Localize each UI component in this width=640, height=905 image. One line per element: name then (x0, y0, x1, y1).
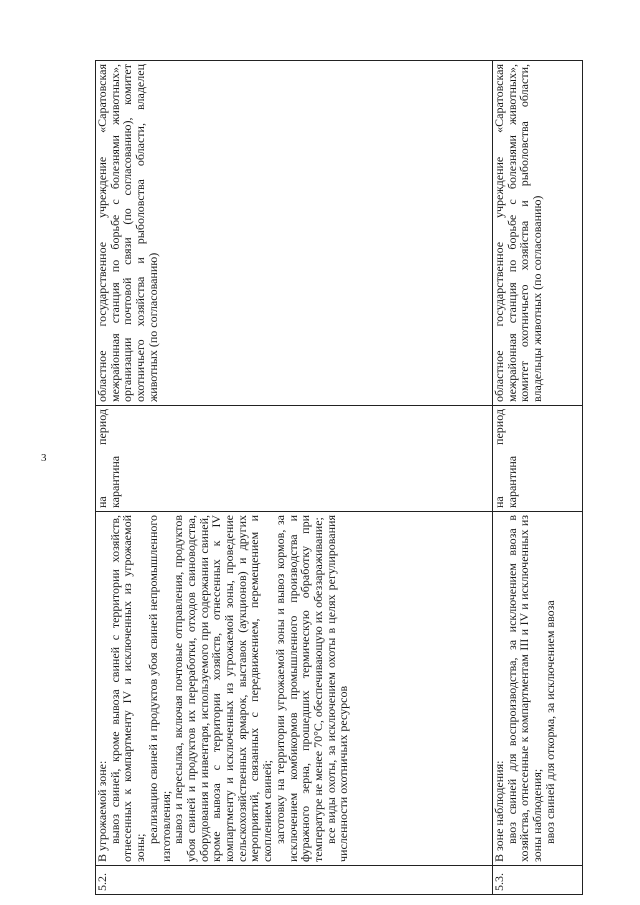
measure-item: ввоз свиней для откорма, за исключением ввоза (542, 600, 557, 844)
measure-item: ввоз свиней для воспроизводства, за исключением ввоза в хозяйства, отнесенные к компартментам III и IV и исключенных из зоны наблюдения; (504, 515, 545, 862)
responsible-cell: областное государственное учреждение «Саратовская межрайонная станция по борьбе с болезнями животных», организации почтовой связи (по согласованию), комитет охотничьего хозяйства и рыболовства области, владелец животных (по согласованию) (96, 61, 493, 406)
measure-item: все виды охоты, за исключением охоты в целях регулирования численности охотничьих ресурсов (323, 515, 351, 862)
responsible-cell: областное государственное учреждение «Саратовская межрайонная станция по борьбе с болезнями животных», комитет охотничьего хозяйства и рыболовства области, владельцы животных (по согласованию) (493, 61, 583, 406)
row-number: 5.2. (96, 866, 493, 895)
measure-cell (493, 512, 583, 866)
row-number: 5.3. (493, 866, 583, 895)
table-row-5-3 (493, 61, 583, 895)
page-number: 3 (41, 452, 47, 464)
measure-heading: В зоне наблюдения: (492, 760, 506, 862)
measure-item: заготовку на территории угрожаемой зоны и вывоз кормов, за исключением комбикормов промышленного производства и фуражного зерна, прошедших термическую обработку при температуре не менее 70°С, обеспечивающую их обеззараживание; (272, 515, 325, 862)
measure-item: вывоз свиней, кроме вывоза свиней с территории хозяйств, отнесенных к компартменту IV и исключенных из угрожаемой зоны; (107, 515, 148, 862)
measures-table (95, 60, 583, 895)
measure-item: реализацию свиней и продуктов убоя свиней непромышленного изготовления; (145, 515, 173, 862)
term-cell: на период карантина (96, 406, 493, 512)
rotated-page (95, 61, 583, 895)
measure-item: вывоз и пересылка, включая почтовые отправления, продуктов убоя свиней и продуктов их переработки, отходов свиноводства, оборудования и инвентаря, используемого при содержании свиней, кроме вывоза с территории хозяйств, отнесенных к IV компартменту и исключенных из угрожаемой зоны, проведение сельскохозяйственных ярмарок, выставок (аукционов) и других мероприятий, связанных с передвижением, перемещением и скоплением свиней; (171, 515, 275, 862)
measure-cell (96, 512, 493, 866)
measure-heading: В угрожаемой зоне: (95, 760, 109, 862)
term-cell: на период карантина (493, 406, 583, 512)
table-row-5-2 (96, 61, 493, 895)
